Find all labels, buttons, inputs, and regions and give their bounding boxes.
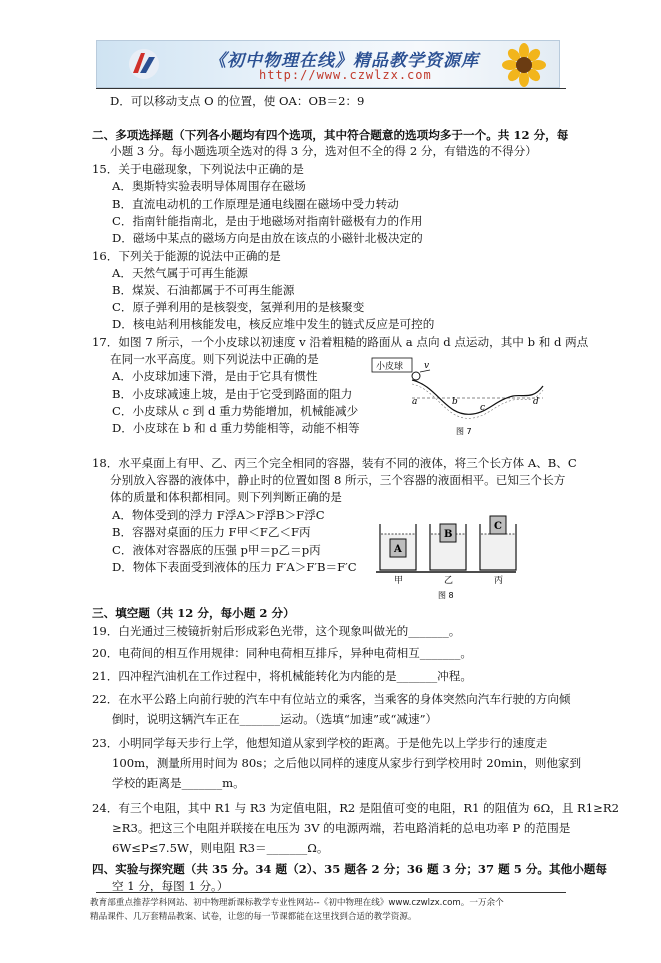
text-line: 15．关于电磁现象，下列说法中正确的是 bbox=[92, 162, 304, 176]
footer-line-2: 精品课件、几万套精品教案、试卷，让您的每一节课都能在这里找到合适的教学资源。 bbox=[90, 912, 417, 922]
text-line: 四、实验与探究题（共 35 分。34 题（2）、35 题各 2 分；36 题 3 分；37 题 5 分。其他小题每 bbox=[92, 862, 607, 876]
text-line: D．磁场中某点的磁场方向是由放在该点的小磁针北极决定的 bbox=[112, 231, 423, 245]
footer-rule bbox=[96, 892, 566, 893]
text-line: A．物体受到的浮力 F浮A＞F浮B＞F浮C bbox=[112, 508, 325, 522]
fig7-point-d: d bbox=[533, 397, 539, 407]
text-line: 6W≤P≤7.5W，则电阻 R3＝_______Ω。 bbox=[112, 841, 329, 855]
block-a-label: A bbox=[394, 544, 402, 555]
text-line: B．煤炭、石油都属于不可再生能源 bbox=[112, 283, 295, 297]
text-line: C．原子弹利用的是核裂变，氢弹利用的是核聚变 bbox=[112, 300, 365, 314]
fig7-point-b: b bbox=[452, 397, 458, 407]
header-rule bbox=[96, 88, 566, 89]
text-line: B．小皮球减速上坡，是由于它受到路面的阻力 bbox=[112, 387, 353, 401]
fig7-v: v bbox=[424, 361, 430, 371]
text-line: 三、填空题（共 12 分，每小题 2 分） bbox=[92, 606, 295, 620]
fig7-caption: 图 7 bbox=[456, 427, 472, 436]
text-line: 二、多项选择题（下列各小题均有四个选项，其中符合题意的选项均多于一个。共 12 分，每 bbox=[92, 128, 569, 142]
text-line: 22．在水平公路上向前行驶的汽车中有位站立的乘客，当乘客的身体突然向汽车行驶的方向倾 bbox=[92, 692, 571, 706]
header-title: 《初中物理在线》精品教学资源库 bbox=[209, 51, 479, 71]
text-line: A．小皮球加速下滑，是由于它具有惯性 bbox=[112, 369, 318, 383]
text-line: 体的质量和体积都相同。则下列判断正确的是 bbox=[110, 490, 342, 504]
text-line: 17．如图 7 所示，一个小皮球以初速度 v 沿着粗糙的路面从 a 点向 d 点运动，其中 b 和 d 两点 bbox=[92, 335, 589, 349]
site-logo-icon bbox=[127, 47, 161, 81]
text-line: 24．有三个电阻，其中 R1 与 R3 为定值电阻，R2 是阻值可变的电阻，R1 的阻值为 6Ω，且 R1≥R2 bbox=[92, 801, 619, 815]
footer bbox=[90, 896, 580, 924]
text-line: C．指南针能指南北，是由于地磁场对指南针磁极有力的作用 bbox=[112, 214, 423, 228]
fig7-point-a: a bbox=[412, 397, 418, 407]
figure-7-slope bbox=[368, 356, 548, 436]
fig7-ball-label: 小皮球 bbox=[376, 362, 404, 372]
text-line: D．核电站利用核能发电，核反应堆中发生的链式反应是可控的 bbox=[112, 317, 435, 331]
text-line: B．容器对桌面的压力 F甲＜F乙＜F丙 bbox=[112, 525, 311, 539]
ball-icon bbox=[412, 372, 420, 380]
text-line: D．物体下表面受到液体的压力 F′A＞F′B＝F′C bbox=[112, 560, 357, 574]
text-line: 16．下列关于能源的说法中正确的是 bbox=[92, 249, 281, 263]
text-line: D．小皮球在 b 和 d 重力势能相等，动能不相等 bbox=[112, 421, 360, 435]
text-line: 20．电荷间的相互作用规律：同种电荷相互排斥，异种电荷相互_______。 bbox=[92, 646, 472, 660]
container-yi-label: 乙 bbox=[444, 576, 454, 586]
fig8-caption: 图 8 bbox=[438, 591, 454, 600]
text-line: 19．白光通过三棱镜折射后形成彩色光带，这个现象叫做光的_______。 bbox=[92, 624, 461, 638]
header-url[interactable]: http://www.czwlzx.com bbox=[259, 68, 432, 82]
figure-8-containers bbox=[376, 510, 526, 605]
text-line: 小题 3 分。每小题选项全选对的得 3 分，选对但不全的得 2 分，有错选的不得分） bbox=[110, 144, 537, 158]
container-jia-label: 甲 bbox=[394, 576, 404, 586]
text-line: 23．小明同学每天步行上学，他想知道从家到学校的距离。于是他先以上学步行的速度走 bbox=[92, 736, 548, 750]
text-line: A．天然气属于可再生能源 bbox=[112, 266, 248, 280]
text-line: 21．四冲程汽油机在工作过程中，将机械能转化为内能的是_______冲程。 bbox=[92, 669, 472, 683]
text-line: D．可以移动支点 O 的位置，使 OA：OB＝2：9 bbox=[110, 94, 365, 108]
text-line: 在同一水平高度。则下列说法中正确的是 bbox=[110, 352, 319, 366]
text-line: 分别放入容器的液体中，静止时的位置如图 8 所示，三个容器的液面相平。已知三个长方 bbox=[110, 473, 566, 487]
text-line: 100m，测量所用时间为 80s；之后他以同样的速度从家步行到学校用时 20min，则他家到 bbox=[112, 756, 582, 770]
text-line: C．液体对容器底的压强 p甲＝p乙＝p丙 bbox=[112, 543, 321, 557]
text-line: 学校的距离是_______m。 bbox=[112, 776, 245, 790]
header-banner bbox=[96, 40, 560, 88]
footer-line-1: 教育部重点推荐学科网站、初中物理新课标教学专业性网站--《初中物理在线》www.czwlzx.com。一万余个 bbox=[90, 898, 504, 908]
text-line: 空 1 分，每图 1 分。） bbox=[112, 879, 229, 893]
sunflower-icon bbox=[495, 43, 553, 87]
container-bing-label: 丙 bbox=[494, 576, 504, 586]
text-line: B．直流电动机的工作原理是通电线圈在磁场中受力转动 bbox=[112, 197, 399, 211]
block-b-label: B bbox=[444, 529, 453, 540]
text-line: 18．水平桌面上有甲、乙、丙三个完全相同的容器，装有不同的液体，将三个长方体 A、B、C bbox=[92, 456, 577, 470]
text-line: A．奥斯特实验表明导体周围存在磁场 bbox=[112, 179, 306, 193]
text-line: 倒时，说明这辆汽车正在_______运动。（选填“加速”或“减速”） bbox=[112, 712, 438, 726]
text-line: C．小皮球从 c 到 d 重力势能增加，机械能减少 bbox=[112, 404, 359, 418]
text-line: ≥R3。把这三个电阻并联接在电压为 3V 的电源两端，若电路消耗的总电功率 P 的范围是 bbox=[112, 821, 571, 835]
block-c-label: C bbox=[494, 521, 502, 532]
fig7-point-c: c bbox=[480, 403, 486, 413]
